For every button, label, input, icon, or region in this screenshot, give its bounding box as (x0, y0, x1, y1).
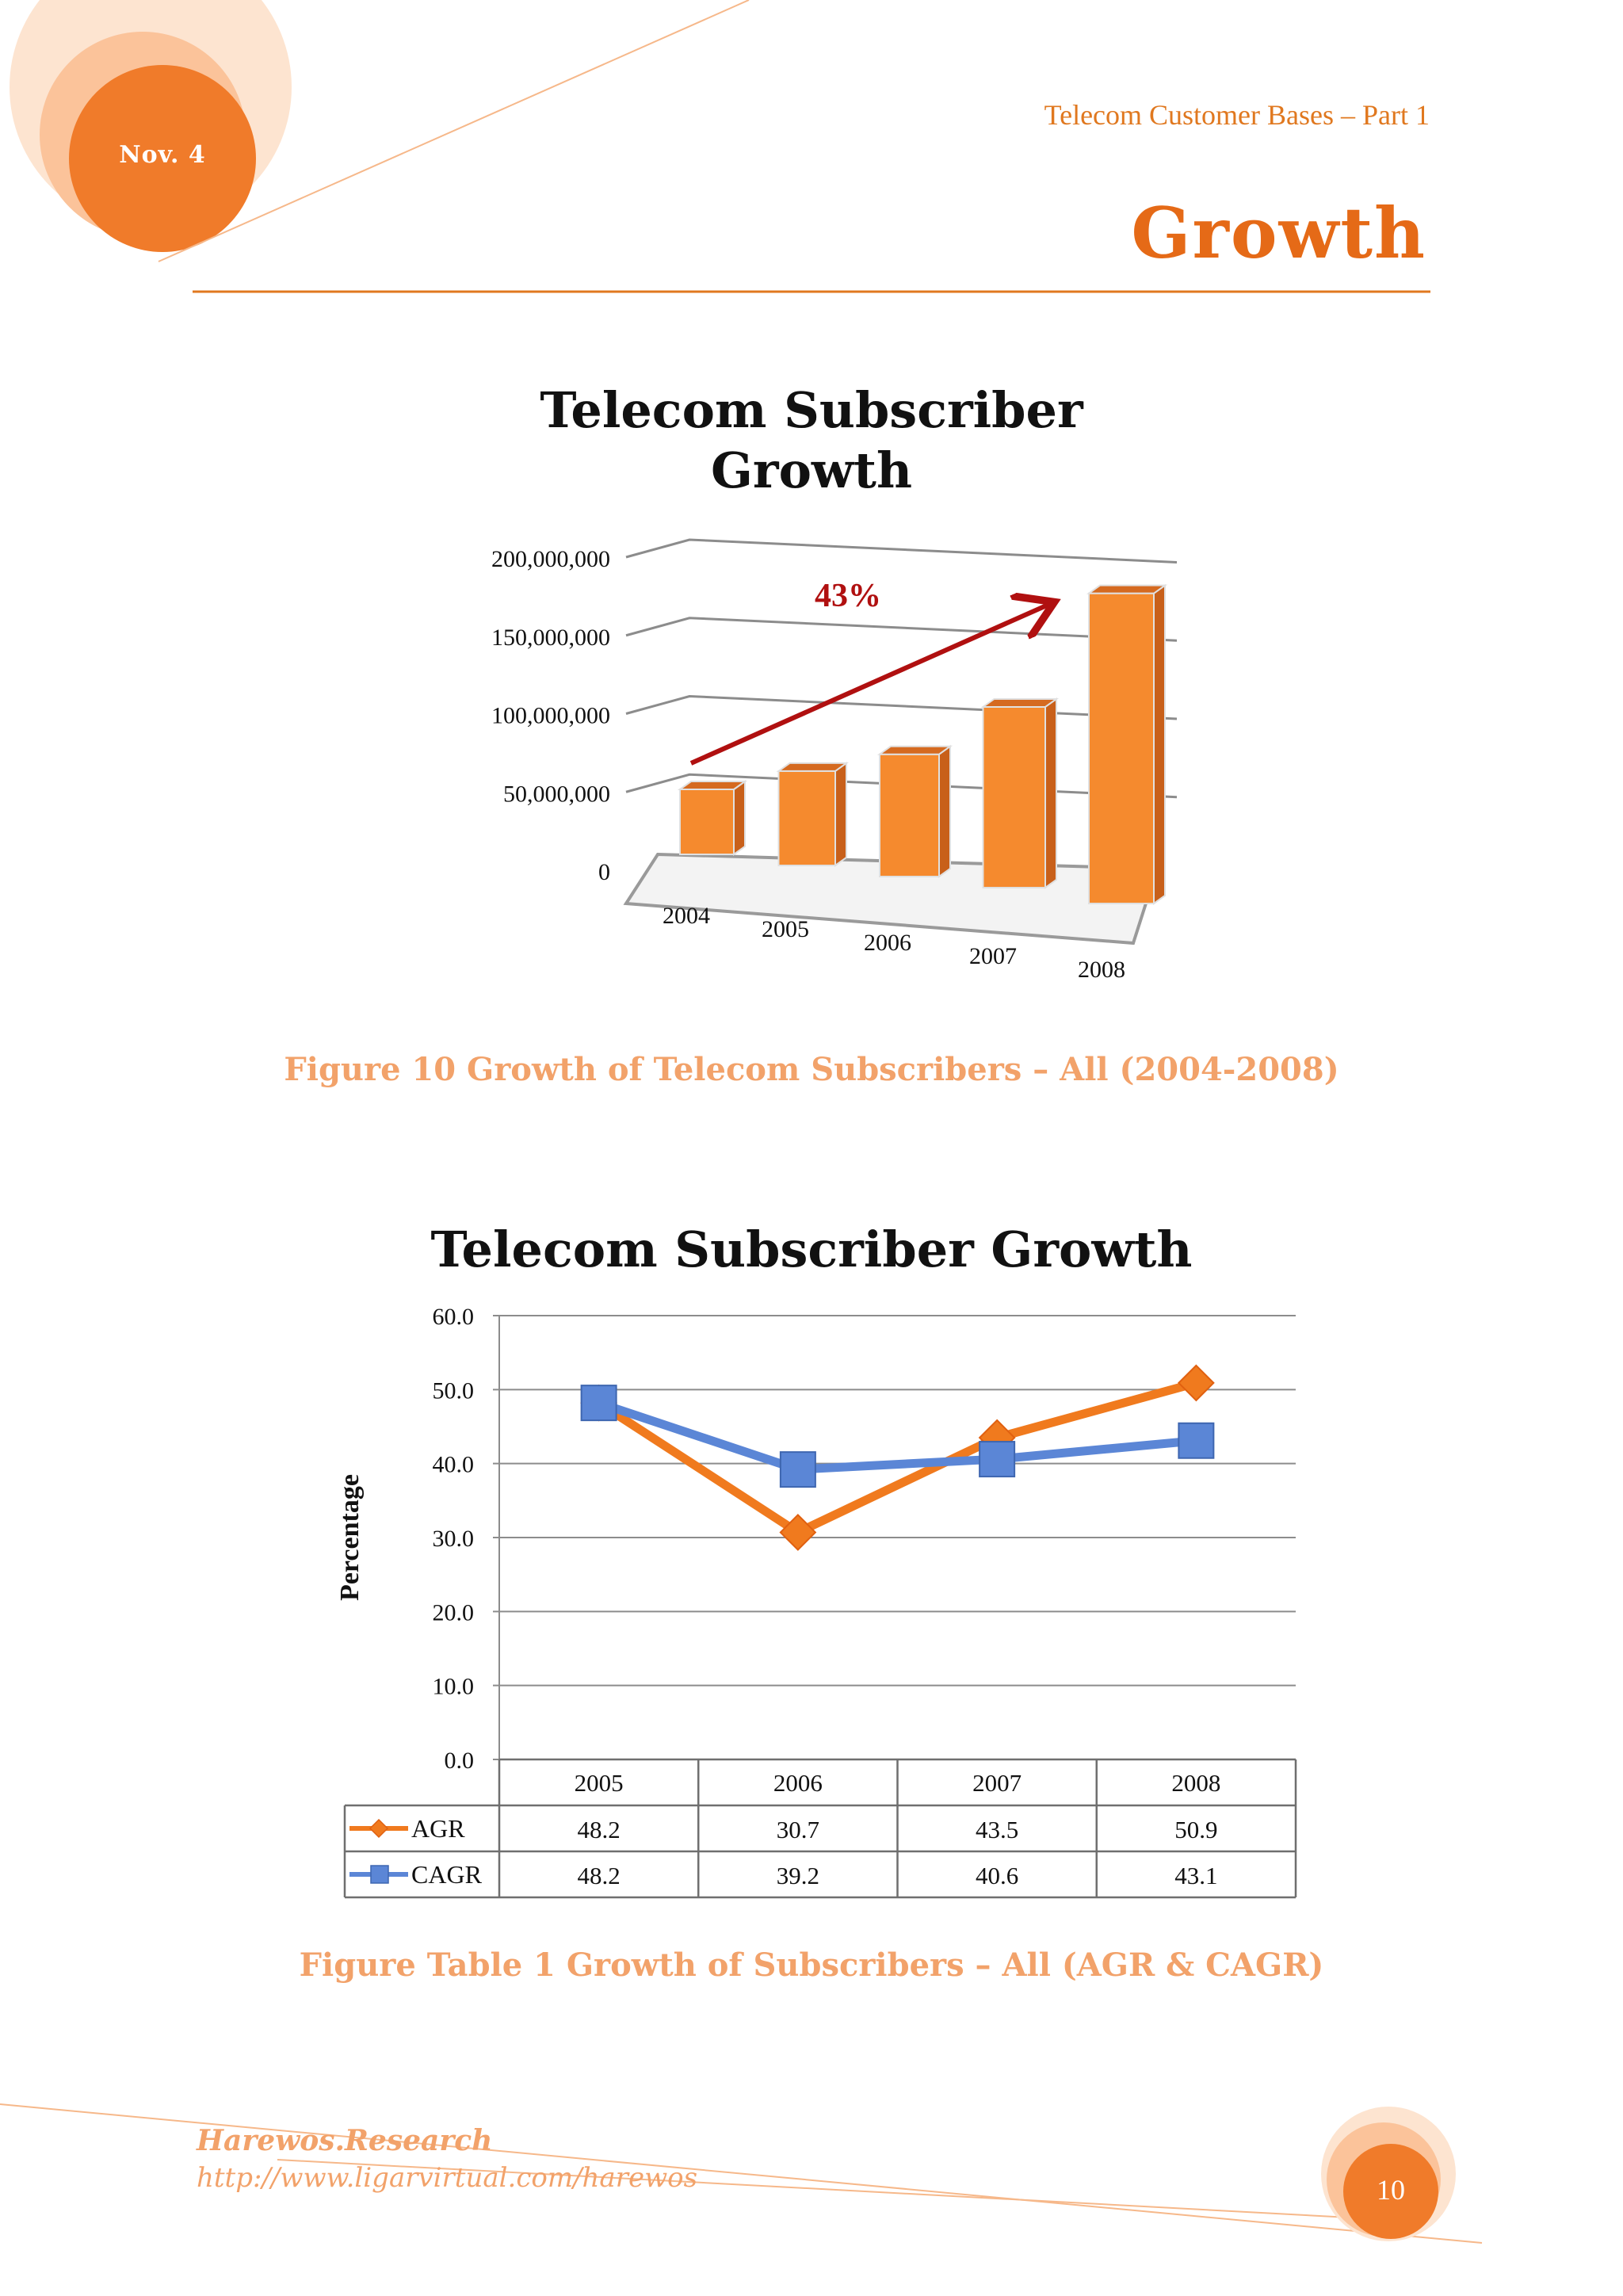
bar-chart-title (455, 380, 1168, 501)
agr-point (1178, 1366, 1213, 1400)
line-y-tick-label: 60.0 (432, 1304, 474, 1330)
bar-x-tick-label: 2006 (864, 930, 911, 956)
date-badge: Nov. 4 (119, 141, 206, 169)
y-axis-label: Percentage (335, 1474, 365, 1601)
bar-side (939, 747, 950, 877)
cagr-point (980, 1442, 1014, 1477)
cagr-point (1178, 1423, 1213, 1458)
bar-gridline (626, 540, 1177, 562)
table-header-cell: 2005 (574, 1769, 624, 1797)
series-line-agr (599, 1383, 1197, 1533)
bar-front (983, 707, 1046, 888)
table-value-cell: 48.2 (577, 1816, 621, 1843)
bar-front (680, 789, 734, 854)
line-chart (317, 1284, 1347, 1918)
line-y-tick-label: 30.0 (432, 1526, 474, 1552)
bar-chart-title-line2: Growth (710, 441, 913, 499)
legend-square-marker (371, 1866, 388, 1883)
bar-top (983, 699, 1057, 707)
table-value-cell: 39.2 (776, 1862, 819, 1889)
bar-2005 (779, 763, 847, 865)
bar-2008 (1089, 586, 1165, 904)
bar-side (835, 763, 846, 865)
bar-front (880, 755, 939, 877)
legend-cagr (349, 1860, 483, 1889)
legend-label: AGR (411, 1814, 465, 1843)
figure-10-caption: Figure 10 Growth of Telecom Subscribers – All (2004-2008) (284, 1051, 1339, 1088)
bar-x-tick-label: 2007 (969, 943, 1017, 969)
bar-y-tick-label: 50,000,000 (503, 781, 610, 808)
bar-top (680, 781, 745, 789)
bar-side (1154, 586, 1165, 904)
table-value-cell: 43.1 (1174, 1862, 1218, 1889)
cagr-point (781, 1452, 815, 1487)
bar-top (880, 747, 950, 755)
line-chart-title: Telecom Subscriber Growth (430, 1221, 1193, 1278)
bar-side (734, 781, 745, 854)
table-header-cell: 2006 (773, 1769, 823, 1797)
cagr-point (582, 1385, 617, 1420)
line-y-tick-label: 50.0 (432, 1377, 474, 1404)
bar-y-tick-label: 200,000,000 (491, 546, 610, 572)
series-agr (582, 1366, 1214, 1550)
bar-y-tick-label: 0 (598, 859, 610, 885)
line-y-tick-label: 10.0 (432, 1673, 474, 1700)
bar-x-tick-label: 2005 (762, 916, 809, 942)
bar-front (1089, 594, 1154, 904)
table-value-cell: 40.6 (976, 1862, 1019, 1889)
legend-agr (349, 1814, 465, 1843)
bar-top (1089, 586, 1165, 594)
table-value-cell: 30.7 (776, 1816, 819, 1843)
bar-y-tick-label: 150,000,000 (491, 624, 610, 651)
bar-2004 (680, 781, 745, 854)
bar-chart (412, 515, 1244, 1007)
footer-author: Harewos.Research (197, 2124, 493, 2157)
growth-annotation: 43% (815, 578, 881, 614)
table-value-cell: 48.2 (577, 1862, 621, 1889)
bar-x-tick-label: 2004 (663, 903, 710, 929)
bar-2007 (983, 699, 1057, 888)
bar-top (779, 763, 847, 771)
running-head: Telecom Customer Bases – Part 1 (1044, 99, 1430, 131)
line-y-tick-label: 40.0 (432, 1451, 474, 1478)
table-header-cell: 2007 (972, 1769, 1022, 1797)
bar-y-tick-label: 100,000,000 (491, 702, 610, 729)
table-value-cell: 50.9 (1174, 1816, 1218, 1843)
legend-diamond-marker (370, 1820, 388, 1837)
figure-table-1-caption: Figure Table 1 Growth of Subscribers – All (AGR & CAGR) (299, 1946, 1324, 1984)
bar-side (1045, 699, 1056, 888)
line-y-tick-label: 0.0 (444, 1748, 474, 1774)
footer-url[interactable]: http://www.ligarvirtual.com/harewos (197, 2162, 698, 2194)
bar-front (779, 771, 836, 865)
page-title: Growth (1131, 192, 1426, 274)
page-number: 10 (1377, 2174, 1405, 2206)
table-header-cell: 2008 (1171, 1769, 1221, 1797)
bar-chart-title-line1: Telecom Subscriber (540, 381, 1083, 439)
line-y-tick-label: 20.0 (432, 1599, 474, 1626)
table-value-cell: 43.5 (976, 1816, 1019, 1843)
bar-x-tick-label: 2008 (1078, 957, 1125, 983)
bar-2006 (880, 747, 950, 877)
legend-label: CAGR (411, 1860, 482, 1889)
